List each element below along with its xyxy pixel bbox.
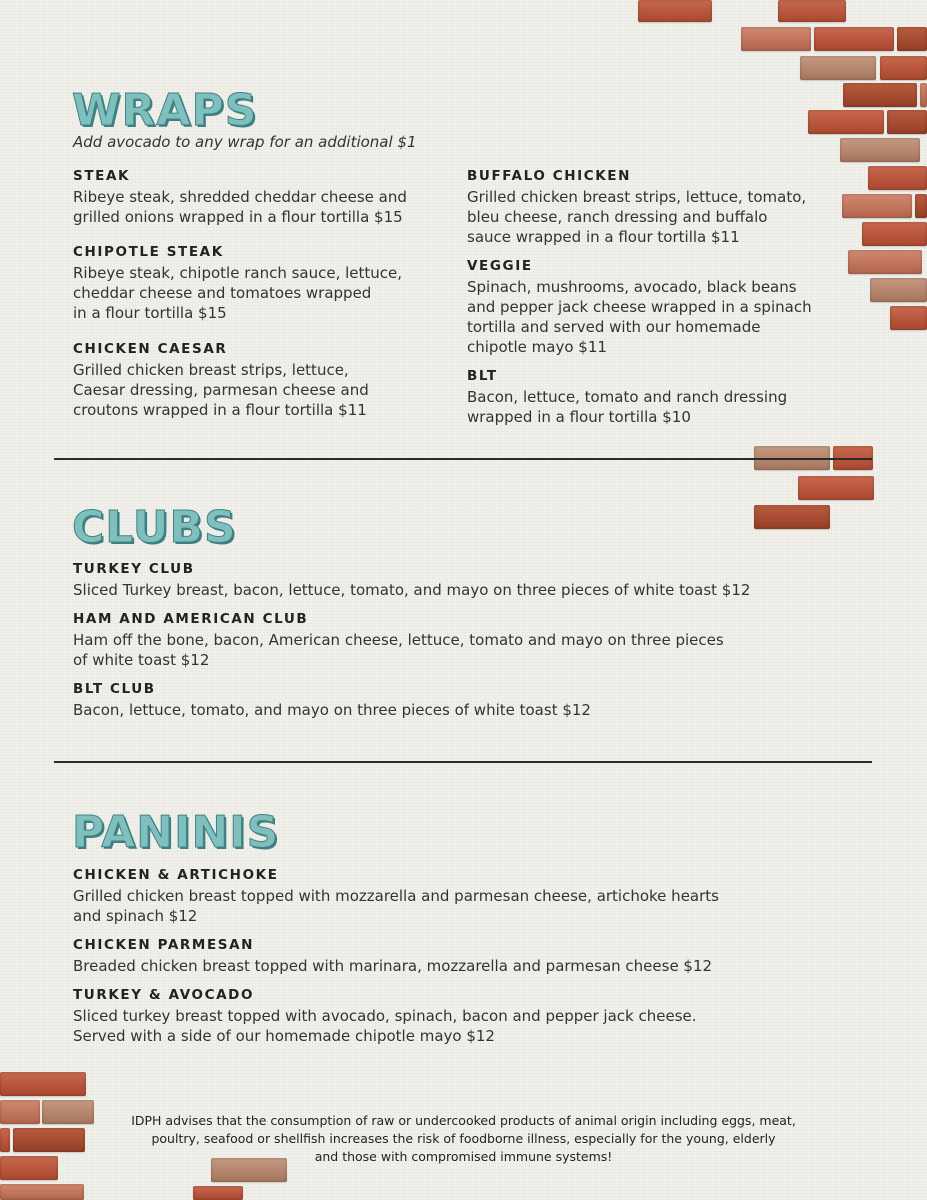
menu-item-veggie [467,257,812,357]
menu-item-buffalo-chicken [467,167,806,247]
item-desc: Grilled chicken breast strips, lettuce, tomato, bleu cheese, ranch dressing and buffalo sauce wrapped in a flour tortilla $11 [467,188,807,246]
clubs-title: CLUBS [72,502,237,553]
health-disclaimer: IDPH advises that the consumption of raw or undercooked products of animal origin including eggs, meat, poultry, seafood or shellfish increases the risk of foodborne illness, especially for the young, elderly and those with compromised immune systems! [131,1113,796,1164]
item-name: BLT [467,368,498,384]
menu-item-chicken-caesar [73,340,369,420]
paninis-title: PANINIS [72,807,280,858]
item-desc: Ribeye steak, shredded cheddar cheese and grilled onions wrapped in a flour tortilla $15 [73,188,407,226]
section-divider [54,761,872,763]
menu-item-steak [73,167,407,227]
item-name: CHICKEN & ARTICHOKE [73,867,279,883]
item-name: TURKEY CLUB [73,561,195,577]
menu-item-turkey-avocado [73,986,697,1046]
item-desc: Bacon, lettuce, tomato, and mayo on three pieces of white toast $12 [73,701,591,719]
item-desc: Spinach, mushrooms, avocado, black beans and pepper jack cheese wrapped in a spinach tortilla and served with our homemade chipotle mayo $11 [467,278,812,356]
item-desc: Breaded chicken breast topped with marinara, mozzarella and parmesan cheese $12 [73,957,713,975]
menu-item-chipotle-steak [73,243,402,323]
item-desc: Bacon, lettuce, tomato and ranch dressing wrapped in a flour tortilla $10 [467,388,788,426]
item-name: STEAK [73,168,131,184]
item-name: CHICKEN PARMESAN [73,937,255,953]
menu-item-turkey-club [73,560,750,600]
menu-item-ham-american-club [73,610,724,670]
item-name: VEGGIE [467,258,533,274]
wraps-title: WRAPS [72,85,258,136]
wraps-subtitle: Add avocado to any wrap for an additional $1 [73,133,417,151]
item-name: HAM AND AMERICAN CLUB [73,611,309,627]
menu-item-blt-club [73,680,591,720]
item-desc: Ham off the bone, bacon, American cheese, lettuce, tomato and mayo on three pieces of white toast $12 [73,631,724,669]
item-name: BLT CLUB [73,681,156,697]
item-name: BUFFALO CHICKEN [467,168,632,184]
menu-item-chicken-artichoke [73,866,719,926]
item-name: CHICKEN CAESAR [73,341,228,357]
item-desc: Sliced turkey breast topped with avocado, spinach, bacon and pepper jack cheese. Served with a side of our homemade chipotle mayo $12 [73,1007,697,1045]
item-name: TURKEY & AVOCADO [73,987,255,1003]
item-desc: Grilled chicken breast strips, lettuce, Caesar dressing, parmesan cheese and croutons wrapped in a flour tortilla $11 [73,361,369,419]
item-desc: Ribeye steak, chipotle ranch sauce, lettuce, cheddar cheese and tomatoes wrapped in a flour tortilla $15 [73,264,403,322]
item-desc: Sliced Turkey breast, bacon, lettuce, tomato, and mayo on three pieces of white toast $12 [73,581,751,599]
item-name: CHIPOTLE STEAK [73,244,224,260]
menu-item-blt [467,367,787,427]
section-divider [54,458,872,460]
item-desc: Grilled chicken breast topped with mozzarella and parmesan cheese, artichoke hearts and spinach $12 [73,887,719,925]
menu-item-chicken-parmesan [73,936,712,976]
